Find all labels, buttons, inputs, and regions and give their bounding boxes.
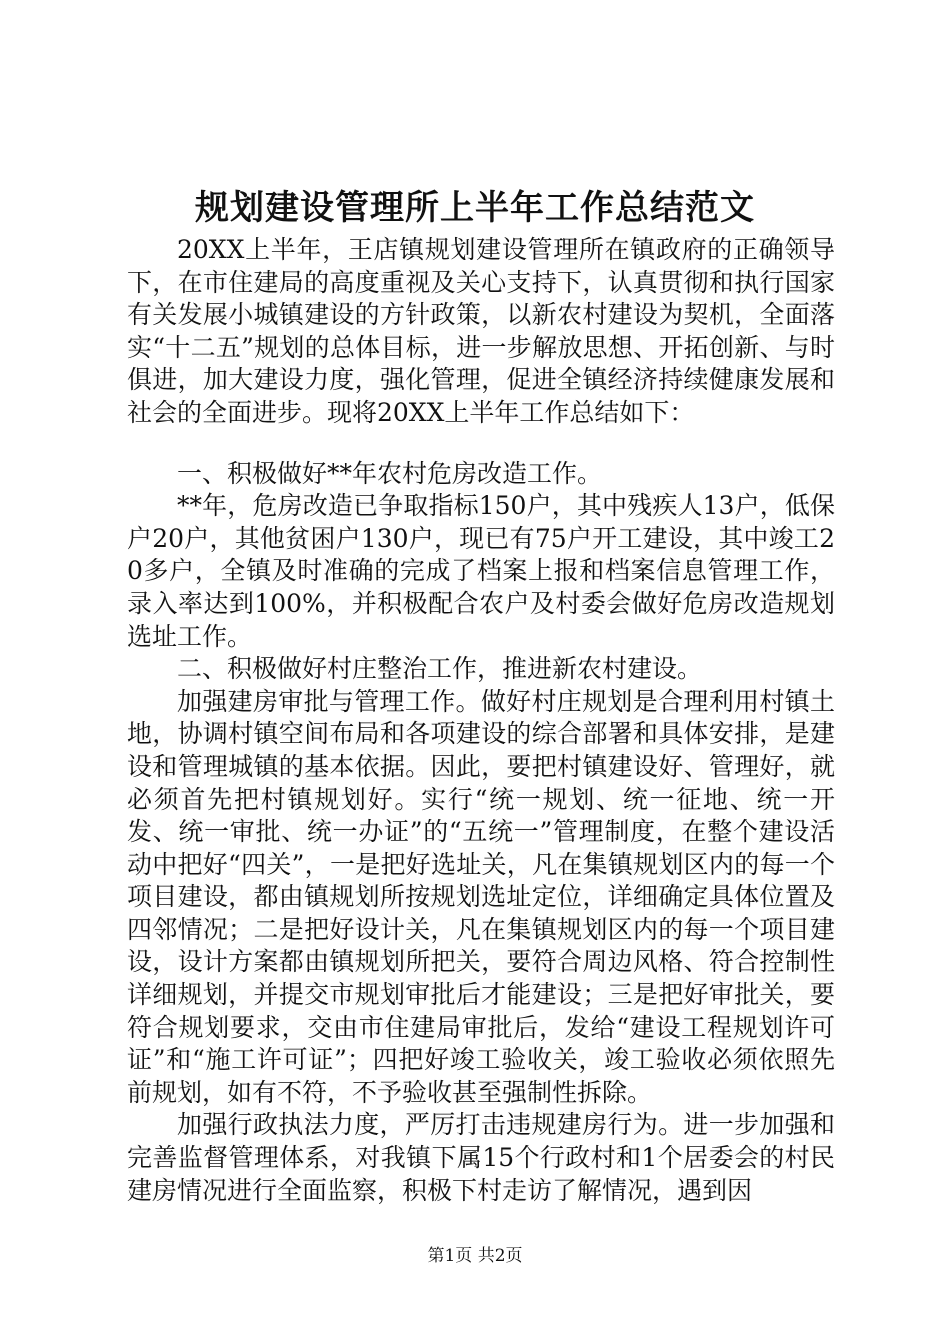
section-heading-2: 二、积极做好村庄整治工作，推进新农村建设。: [177, 654, 703, 684]
intro-paragraph: 20XX上半年，王店镇规划建设管理所在镇政府的正确领导下，在市住建局的高度重视及关心支持下，认真贯彻和执行国家有关发展小城镇建设的方针政策，以新农村建设为契机，全面落实“十二五”规划的总体目标，进一步解放思想、开拓创新、与时俱进，加大建设力度，强化管理，促进全镇经济持续健康发展和社会的全面进步。现将20XX上半年工作总结如下：: [127, 235, 835, 427]
section-2-paragraph-1: 加强建房审批与管理工作。做好村庄规划是合理利用村镇土地，协调村镇空间布局和各项建设的综合部署和具体安排，是建设和管理城镇的基本依据。因此，要把村镇建设好、管理好，就必须首先把村镇规划好。实行“统一规划、统一征地、统一开发、统一审批、统一办证”的“五统一”管理制度，在整个建设活动中把好“四关”，一是把好选址关，凡在集镇规划区内的每一个项目建设，都由镇规划所按规划选址定位，详细确定具体位置及四邻情况；二是把好设计关，凡在集镇规划区内的每一个项目建设，设计方案都由镇规划所把关，要符合周边风格、符合控制性详细规划，并提交市规划审批后才能建设；三是把好审批关，要符合规划要求，交由市住建局审批后，发给“建设工程规划许可证”和“施工许可证”；四把好竣工验收关，竣工验收必须依照先前规划，如有不符，不予验收甚至强制性拆除。: [127, 686, 835, 1107]
document-title: 规划建设管理所上半年工作总结范文: [195, 188, 755, 228]
document-body: [127, 234, 835, 1207]
section-heading-1: 一、积极做好**年农村危房改造工作。: [177, 458, 603, 488]
page-number-footer: 第1页 共2页: [427, 1246, 523, 1266]
section-1-paragraph: **年，危房改造已争取指标150户，其中残疾人13户，低保户20户，其他贫困户130户，现已有75户开工建设，其中竣工20多户，全镇及时准确的完成了档案上报和档案信息管理工作，录入率达到100%，并积极配合农户及村委会做好危房改造规划选址工作。: [127, 491, 835, 651]
section-2-paragraph-2: 加强行政执法力度，严厉打击违规建房行为。进一步加强和完善监督管理体系，对我镇下属15个行政村和1个居委会的村民建房情况进行全面监察，积极下村走访了解情况，遇到因: [127, 1110, 835, 1205]
